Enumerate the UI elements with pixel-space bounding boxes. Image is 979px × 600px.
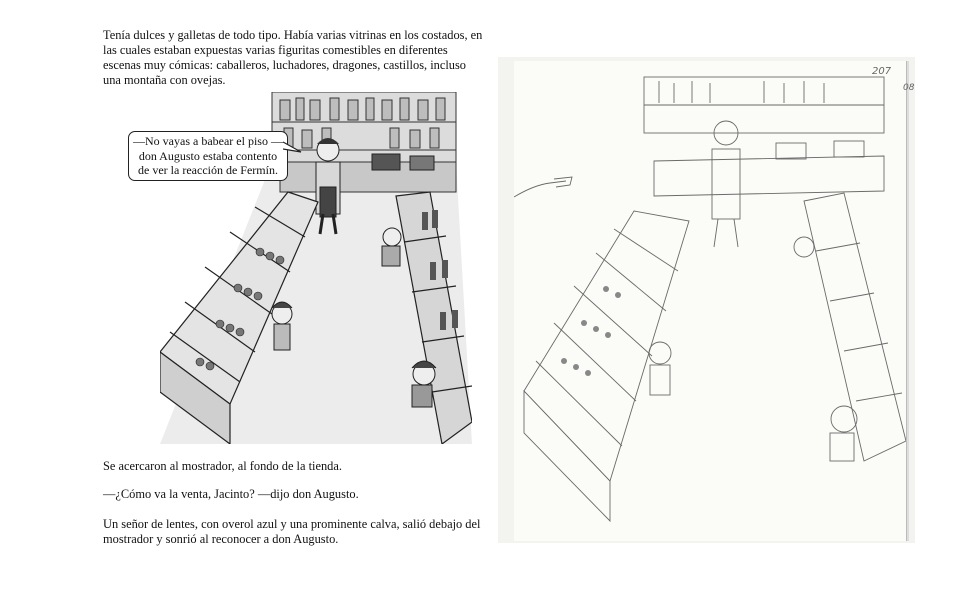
speech-bubble: —No vayas a babear el piso —don Augusto estaba contento de ver la reacción de Fermín. [128, 131, 288, 181]
sketch-page-number: 207 [872, 66, 892, 77]
dialogue-paragraph: —¿Cómo va la venta, Jacinto? —dijo don Augusto. [103, 487, 359, 501]
intro-paragraph: Tenía dulces y galletas de todo tipo. Había varias vitrinas en los costados, en las cuales estaban expuestas varias figuritas comestibles en diferentes escenas muy cómicas: caballeros, luchadores, dragones, castillos, incluso una montaña con ovejas. [103, 28, 483, 87]
sketch-page [514, 61, 915, 541]
description-paragraph: Un señor de lentes, con overol azul y una prominente calva, salió debajo del mostrador y sonrió al reconocer a don Augusto. [103, 517, 481, 546]
sketch-back-page-number: 08 [903, 83, 915, 93]
approach-paragraph: Se acercaron al mostrador, al fondo de la tienda. [103, 459, 342, 473]
speech-bubble-tail [283, 140, 303, 154]
sketch-drawing [514, 61, 906, 541]
pencil-sketch-scan [498, 57, 915, 543]
